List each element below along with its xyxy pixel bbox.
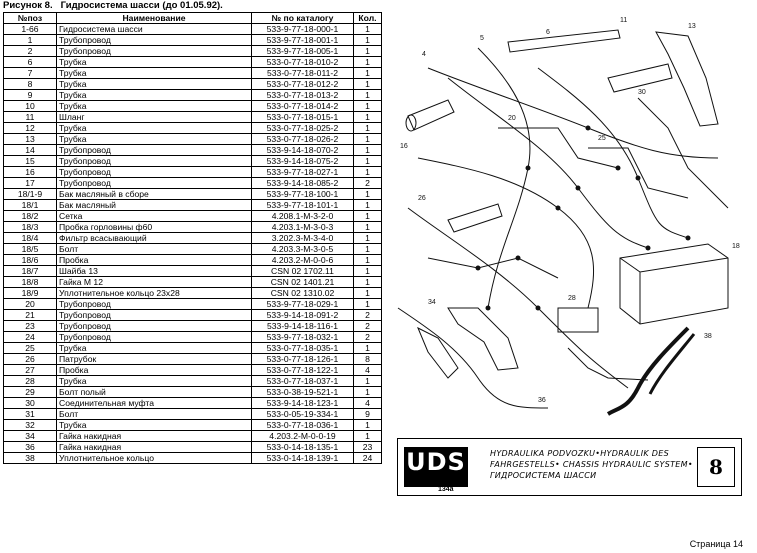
page-number: Страница 14 (689, 539, 743, 549)
cell-name: Трубка (57, 90, 252, 101)
cell-pos: 18/1-9 (4, 189, 57, 200)
cell-catalog: CSN 02 1310.02 (252, 288, 354, 299)
table-row (4, 145, 382, 156)
cell-pos: 7 (4, 68, 57, 79)
table-row (4, 277, 382, 288)
valve-block (558, 308, 598, 332)
cell-catalog: CSN 02 1702.11 (252, 266, 354, 277)
cell-catalog: 533-0-05-19-334-1 (252, 409, 354, 420)
cell-pos: 31 (4, 409, 57, 420)
cell-qty: 1 (354, 156, 382, 167)
cell-name: Гидросистема шасси (57, 24, 252, 35)
cell-qty: 1 (354, 244, 382, 255)
figure-title: Гидросистема шасси (до 01.05.92). (60, 0, 223, 11)
table-row (4, 321, 382, 332)
table-row (4, 178, 382, 189)
hydraulic-schematic-drawing (388, 8, 750, 416)
table-row (4, 310, 382, 321)
header-catalog: № по каталогу (252, 13, 354, 24)
parts-table (3, 12, 382, 464)
drawing-label: 26 (418, 195, 426, 202)
cell-name: Шайба 13 (57, 266, 252, 277)
table-row (4, 211, 382, 222)
cell-name: Пробка (57, 365, 252, 376)
cell-qty: 1 (354, 420, 382, 431)
cell-qty: 1 (354, 233, 382, 244)
cell-pos: 38 (4, 453, 57, 464)
cell-qty: 1 (354, 222, 382, 233)
cell-pos: 18/7 (4, 266, 57, 277)
cell-pos: 8 (4, 79, 57, 90)
cell-name: Трубка (57, 57, 252, 68)
pipe (588, 148, 688, 198)
cell-pos: 30 (4, 398, 57, 409)
cell-catalog: 533-0-38-19-521-1 (252, 387, 354, 398)
cell-name: Трубопровод (57, 310, 252, 321)
cell-name: Трубка (57, 68, 252, 79)
cell-qty: 1 (354, 134, 382, 145)
cell-catalog: 533-0-77-18-010-2 (252, 57, 354, 68)
cell-qty: 1 (354, 387, 382, 398)
table-row (4, 189, 382, 200)
cell-qty: 2 (354, 310, 382, 321)
pipe (478, 48, 530, 308)
cell-qty: 1 (354, 266, 382, 277)
oil-tank (620, 244, 728, 324)
table-row (4, 57, 382, 68)
cell-name: Трубопровод (57, 46, 252, 57)
oil-tank-edges (620, 258, 728, 324)
header-pos: №поз (4, 13, 57, 24)
cell-qty: 24 (354, 453, 382, 464)
table-row (4, 398, 382, 409)
cell-qty: 8 (354, 354, 382, 365)
cell-catalog: 533-9-77-18-100-1 (252, 189, 354, 200)
pipe (568, 348, 648, 380)
cell-name: Бак масляный в сборе (57, 189, 252, 200)
table-row (4, 167, 382, 178)
cell-qty: 2 (354, 332, 382, 343)
cell-catalog: 533-0-77-18-015-1 (252, 112, 354, 123)
cell-catalog: 3.202.3-М-3-4-0 (252, 233, 354, 244)
bracket-bottom (418, 328, 458, 378)
cell-pos: 34 (4, 431, 57, 442)
cell-pos: 18/2 (4, 211, 57, 222)
cell-name: Уплотнительное кольцо 23х28 (57, 288, 252, 299)
header-qty: Кол. (354, 13, 382, 24)
cell-qty: 1 (354, 79, 382, 90)
table-row (4, 233, 382, 244)
drawing-title-block (397, 438, 742, 496)
cell-pos: 23 (4, 321, 57, 332)
drawing-label: 28 (568, 295, 576, 302)
table-row (4, 156, 382, 167)
drawing-label: 38 (704, 333, 712, 340)
system-title (490, 448, 700, 481)
cell-name: Трубка (57, 123, 252, 134)
figure-number: Рисунок 8. (3, 0, 53, 11)
drawing-label: 11 (620, 17, 628, 24)
cell-qty: 1 (354, 200, 382, 211)
cell-pos: 27 (4, 365, 57, 376)
cell-pos: 13 (4, 134, 57, 145)
cell-pos: 26 (4, 354, 57, 365)
cell-catalog: 4.203.3-М-3-0-5 (252, 244, 354, 255)
cell-catalog: 533-9-77-18-001-1 (252, 35, 354, 46)
cell-qty: 1 (354, 299, 382, 310)
cell-pos: 32 (4, 420, 57, 431)
cell-pos: 18/9 (4, 288, 57, 299)
cell-name: Уплотнительное кольцо (57, 453, 252, 464)
cell-name: Пробка (57, 255, 252, 266)
cell-pos: 1-66 (4, 24, 57, 35)
cell-qty: 1 (354, 35, 382, 46)
cell-qty: 1 (354, 255, 382, 266)
pipe (638, 98, 728, 208)
cell-qty: 1 (354, 112, 382, 123)
cell-name: Гайка накидная (57, 431, 252, 442)
drawing-label: 6 (546, 29, 550, 36)
cell-name: Сетка (57, 211, 252, 222)
cell-name: Соединительная муфта (57, 398, 252, 409)
cell-catalog: 533-9-77-18-027-1 (252, 167, 354, 178)
drawing-label: 18 (732, 243, 740, 250)
cell-catalog: 533-9-77-18-032-1 (252, 332, 354, 343)
bracket-bottom-left (448, 308, 518, 370)
system-title-line: FAHRGESTELLS• CHASSIS HYDRAULIC SYSTEM• (490, 460, 693, 469)
cell-catalog: 533-9-77-18-029-1 (252, 299, 354, 310)
cell-qty: 1 (354, 189, 382, 200)
drawing-label: 30 (638, 89, 646, 96)
drawing-label: 4 (422, 51, 426, 58)
cell-pos: 6 (4, 57, 57, 68)
table-row (4, 134, 382, 145)
table-header-row (4, 13, 382, 24)
cell-catalog: 4.203.2-М-0-0-19 (252, 431, 354, 442)
cell-pos: 9 (4, 90, 57, 101)
cell-catalog: 4.208.1-М-3-2-0 (252, 211, 354, 222)
table-row (4, 354, 382, 365)
cell-qty: 4 (354, 398, 382, 409)
cell-qty: 1 (354, 101, 382, 112)
cell-catalog: 4.203.1-М-3-0-3 (252, 222, 354, 233)
cell-catalog: 533-0-77-18-036-1 (252, 420, 354, 431)
cell-catalog: 533-0-77-18-026-2 (252, 134, 354, 145)
cell-qty: 9 (354, 409, 382, 420)
cell-pos: 28 (4, 376, 57, 387)
cell-pos: 29 (4, 387, 57, 398)
table-row (4, 101, 382, 112)
logo-code: 134a (438, 486, 454, 493)
table-row (4, 24, 382, 35)
cell-name: Пробка горловины ф60 (57, 222, 252, 233)
system-title-line: ГИДРОСИСТЕМА ШАССИ (490, 471, 597, 480)
cell-pos: 2 (4, 46, 57, 57)
drawing-label: 36 (538, 397, 546, 404)
cell-catalog: CSN 02 1401.21 (252, 277, 354, 288)
cell-name: Трубопровод (57, 299, 252, 310)
cell-name: Трубка (57, 343, 252, 354)
cell-qty: 2 (354, 178, 382, 189)
cell-catalog: 533-9-77-18-000-1 (252, 24, 354, 35)
cell-catalog: 533-0-77-18-013-2 (252, 90, 354, 101)
cell-catalog: 533-9-77-18-101-1 (252, 200, 354, 211)
logo-text: UDS (406, 448, 466, 476)
cell-qty: 1 (354, 167, 382, 178)
cell-pos: 16 (4, 167, 57, 178)
cell-name: Гайка накидная (57, 442, 252, 453)
cell-name: Трубка (57, 79, 252, 90)
cell-catalog: 533-0-14-18-139-1 (252, 453, 354, 464)
drawing-label: 25 (598, 135, 606, 142)
cell-pos: 25 (4, 343, 57, 354)
cell-qty: 1 (354, 68, 382, 79)
table-row (4, 288, 382, 299)
table-row (4, 266, 382, 277)
cell-qty: 1 (354, 343, 382, 354)
cell-catalog: 533-9-14-18-070-2 (252, 145, 354, 156)
cell-catalog: 533-0-77-18-011-2 (252, 68, 354, 79)
cell-qty: 1 (354, 123, 382, 134)
drawing-label: 20 (508, 115, 516, 122)
table-row (4, 376, 382, 387)
cell-catalog: 533-9-14-18-123-1 (252, 398, 354, 409)
cell-name: Болт (57, 244, 252, 255)
cell-name: Трубопровод (57, 156, 252, 167)
uds-logo (404, 447, 468, 487)
cell-name: Болт (57, 409, 252, 420)
cell-catalog: 533-9-14-18-085-2 (252, 178, 354, 189)
table-row (4, 46, 382, 57)
cell-qty: 1 (354, 277, 382, 288)
cell-name: Трубопровод (57, 167, 252, 178)
table-row (4, 68, 382, 79)
table-row (4, 255, 382, 266)
cell-name: Бак масляный (57, 200, 252, 211)
cell-pos: 24 (4, 332, 57, 343)
drawing-label: 16 (400, 143, 408, 150)
table-row (4, 420, 382, 431)
cell-pos: 18/4 (4, 233, 57, 244)
pipe (418, 158, 594, 308)
sheet-number: 8 (697, 447, 735, 487)
table-row (4, 222, 382, 233)
table-row (4, 332, 382, 343)
table-row (4, 409, 382, 420)
cell-catalog: 533-9-14-18-116-1 (252, 321, 354, 332)
cell-name: Трубопровод (57, 178, 252, 189)
cell-qty: 1 (354, 145, 382, 156)
cell-qty: 4 (354, 365, 382, 376)
cell-catalog: 533-9-14-18-091-2 (252, 310, 354, 321)
table-row (4, 343, 382, 354)
cell-pos: 14 (4, 145, 57, 156)
pipe (448, 78, 648, 248)
cell-name: Трубка (57, 101, 252, 112)
cell-pos: 20 (4, 299, 57, 310)
cylinder-top (508, 30, 620, 52)
cell-name: Трубка (57, 376, 252, 387)
cell-catalog: 533-0-77-18-025-2 (252, 123, 354, 134)
cell-qty: 1 (354, 46, 382, 57)
cell-pos: 18/6 (4, 255, 57, 266)
cell-catalog: 533-0-14-18-135-1 (252, 442, 354, 453)
cell-pos: 18/3 (4, 222, 57, 233)
cell-name: Трубка (57, 420, 252, 431)
drawing-label: 5 (480, 35, 484, 42)
cell-name: Фильтр всасывающий (57, 233, 252, 244)
cell-catalog: 533-0-77-18-126-1 (252, 354, 354, 365)
cell-pos: 11 (4, 112, 57, 123)
cell-name: Патрубок (57, 354, 252, 365)
cell-qty: 2 (354, 321, 382, 332)
cylinder-upper-left (408, 100, 454, 130)
cell-qty: 23 (354, 442, 382, 453)
cell-qty: 1 (354, 57, 382, 68)
cell-catalog: 533-0-77-18-012-2 (252, 79, 354, 90)
table-row (4, 453, 382, 464)
cell-name: Болт полый (57, 387, 252, 398)
table-row (4, 90, 382, 101)
cell-pos: 18/1 (4, 200, 57, 211)
table-row (4, 387, 382, 398)
cell-qty: 1 (354, 24, 382, 35)
cell-catalog: 533-0-77-18-035-1 (252, 343, 354, 354)
table-row (4, 442, 382, 453)
cell-catalog: 533-0-77-18-122-1 (252, 365, 354, 376)
table-row (4, 123, 382, 134)
cell-catalog: 533-9-14-18-075-2 (252, 156, 354, 167)
table-row (4, 431, 382, 442)
figure-caption (3, 0, 231, 11)
cell-name: Трубопровод (57, 321, 252, 332)
cylinder-upper-right (608, 64, 672, 92)
cell-pos: 1 (4, 35, 57, 46)
table-row (4, 35, 382, 46)
table-row (4, 79, 382, 90)
pipe (408, 208, 628, 388)
table-row (4, 244, 382, 255)
cell-name: Гайка М 12 (57, 277, 252, 288)
pipe (428, 258, 558, 278)
cell-catalog: 533-0-77-18-037-1 (252, 376, 354, 387)
table-row (4, 200, 382, 211)
cell-pos: 12 (4, 123, 57, 134)
cell-qty: 1 (354, 288, 382, 299)
table-row (4, 365, 382, 376)
cylinder-middle (448, 204, 502, 232)
cell-qty: 1 (354, 211, 382, 222)
cell-pos: 36 (4, 442, 57, 453)
cell-pos: 10 (4, 101, 57, 112)
cell-name: Трубопровод (57, 332, 252, 343)
pipe (398, 308, 548, 408)
cell-name: Трубопровод (57, 35, 252, 46)
parts-table-body (4, 24, 382, 464)
table-row (4, 112, 382, 123)
cell-name: Трубопровод (57, 145, 252, 156)
pipe (428, 68, 718, 158)
cell-pos: 18/5 (4, 244, 57, 255)
cell-qty: 1 (354, 376, 382, 387)
cell-catalog: 533-0-77-18-014-2 (252, 101, 354, 112)
hose (608, 328, 688, 414)
system-title-line: HYDRAULIKA PODVOZKU•HYDRAULIK DES (490, 449, 669, 458)
drawing-label: 34 (428, 299, 436, 306)
bracket-right (656, 32, 718, 126)
cell-pos: 17 (4, 178, 57, 189)
cell-name: Шланг (57, 112, 252, 123)
cell-catalog: 4.203.2-М-0-0-6 (252, 255, 354, 266)
cell-pos: 15 (4, 156, 57, 167)
cell-pos: 18/8 (4, 277, 57, 288)
header-name: Наименование (57, 13, 252, 24)
table-row (4, 299, 382, 310)
cell-name: Трубка (57, 134, 252, 145)
cell-qty: 1 (354, 90, 382, 101)
cell-qty: 1 (354, 431, 382, 442)
cell-pos: 21 (4, 310, 57, 321)
cell-catalog: 533-9-77-18-005-1 (252, 46, 354, 57)
drawing-label: 13 (688, 23, 696, 30)
